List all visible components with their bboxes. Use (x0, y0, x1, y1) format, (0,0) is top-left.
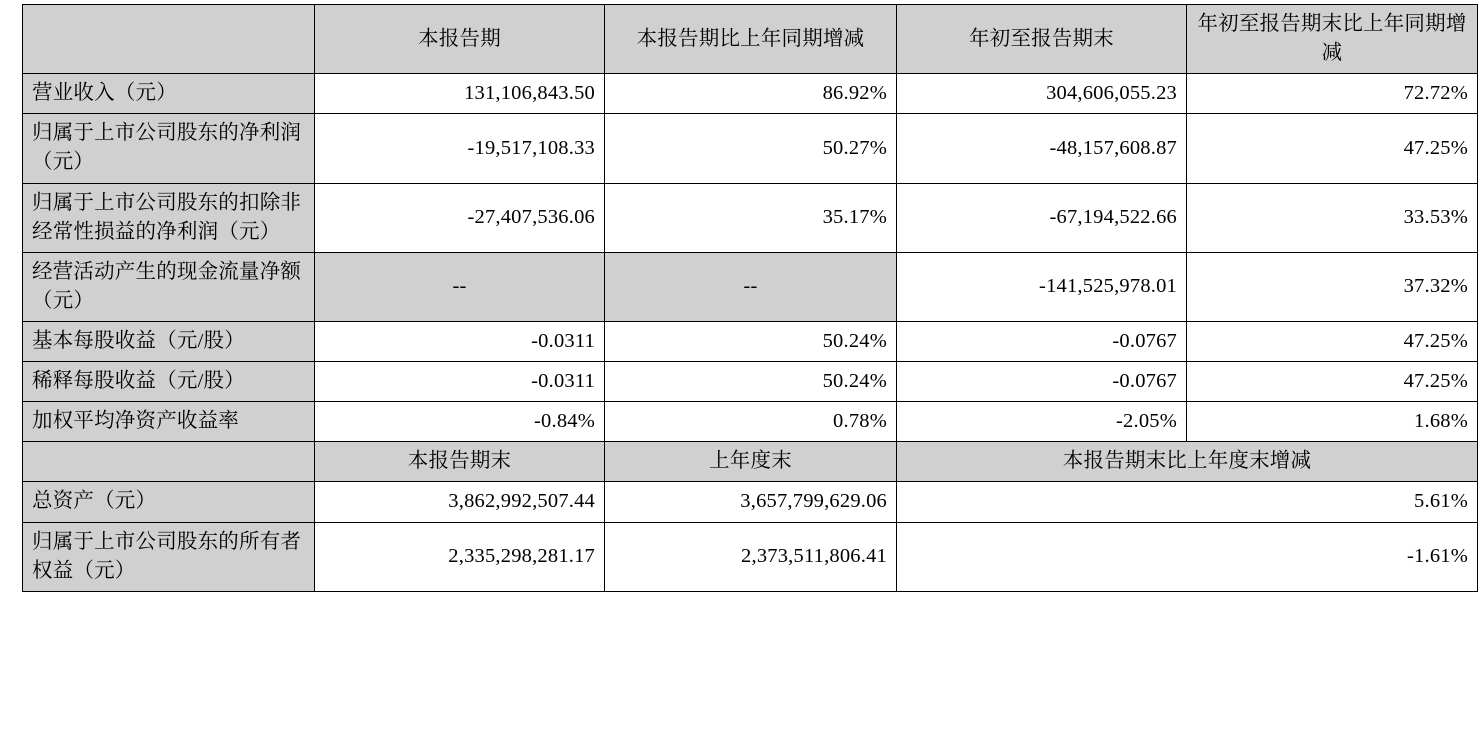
column-header-current-period: 本报告期 (315, 5, 605, 74)
table-row (23, 114, 1478, 183)
cell-value: 37.32% (1187, 252, 1478, 321)
cell-value: -27,407,536.06 (315, 183, 605, 252)
row-label: 基本每股收益（元/股） (23, 321, 315, 361)
cell-value: 50.24% (605, 321, 897, 361)
table-header-row-2 (23, 442, 1478, 482)
table-row (23, 402, 1478, 442)
cell-value: 50.27% (605, 114, 897, 183)
cell-value: 5.61% (897, 482, 1478, 522)
cell-value: -0.84% (315, 402, 605, 442)
cell-value: -- (315, 252, 605, 321)
cell-value: 2,373,511,806.41 (605, 522, 897, 591)
table-corner-cell (23, 5, 315, 74)
row-label: 加权平均净资产收益率 (23, 402, 315, 442)
cell-value: -2.05% (897, 402, 1187, 442)
row-label: 稀释每股收益（元/股） (23, 362, 315, 402)
column-header-ytd-yoy: 年初至报告期末比上年同期增减 (1187, 5, 1478, 74)
cell-value: -1.61% (897, 522, 1478, 591)
cell-value: 1.68% (1187, 402, 1478, 442)
cell-value: 35.17% (605, 183, 897, 252)
row-label: 总资产（元） (23, 482, 315, 522)
cell-value: 86.92% (605, 74, 897, 114)
table-row (23, 252, 1478, 321)
row-label: 经营活动产生的现金流量净额（元） (23, 252, 315, 321)
table-row (23, 362, 1478, 402)
table-row (23, 482, 1478, 522)
table-row (23, 74, 1478, 114)
column-header-period-end: 本报告期末 (315, 442, 605, 482)
column-header-ytd: 年初至报告期末 (897, 5, 1187, 74)
cell-value: 2,335,298,281.17 (315, 522, 605, 591)
document-page (0, 4, 1479, 745)
cell-value: -- (605, 252, 897, 321)
row-label: 营业收入（元） (23, 74, 315, 114)
cell-value: 304,606,055.23 (897, 74, 1187, 114)
cell-value: -141,525,978.01 (897, 252, 1187, 321)
column-header-period-end-change: 本报告期末比上年度末增减 (897, 442, 1478, 482)
table-row (23, 321, 1478, 361)
table-row (23, 522, 1478, 591)
cell-value: -0.0767 (897, 362, 1187, 402)
cell-value: 3,657,799,629.06 (605, 482, 897, 522)
financial-summary-table (22, 4, 1478, 592)
row-label: 归属于上市公司股东的扣除非经常性损益的净利润（元） (23, 183, 315, 252)
column-header-current-period-yoy: 本报告期比上年同期增减 (605, 5, 897, 74)
cell-value: 47.25% (1187, 114, 1478, 183)
cell-value: 72.72% (1187, 74, 1478, 114)
cell-value: -0.0767 (897, 321, 1187, 361)
cell-value: 131,106,843.50 (315, 74, 605, 114)
cell-value: 33.53% (1187, 183, 1478, 252)
cell-value: 0.78% (605, 402, 897, 442)
table-corner-cell-2 (23, 442, 315, 482)
row-label: 归属于上市公司股东的净利润（元） (23, 114, 315, 183)
cell-value: -67,194,522.66 (897, 183, 1187, 252)
cell-value: -0.0311 (315, 321, 605, 361)
cell-value: -48,157,608.87 (897, 114, 1187, 183)
cell-value: 47.25% (1187, 362, 1478, 402)
cell-value: -19,517,108.33 (315, 114, 605, 183)
cell-value: 50.24% (605, 362, 897, 402)
cell-value: 3,862,992,507.44 (315, 482, 605, 522)
table-header-row-1 (23, 5, 1478, 74)
row-label: 归属于上市公司股东的所有者权益（元） (23, 522, 315, 591)
table-row (23, 183, 1478, 252)
column-header-prior-year-end: 上年度末 (605, 442, 897, 482)
cell-value: 47.25% (1187, 321, 1478, 361)
cell-value: -0.0311 (315, 362, 605, 402)
